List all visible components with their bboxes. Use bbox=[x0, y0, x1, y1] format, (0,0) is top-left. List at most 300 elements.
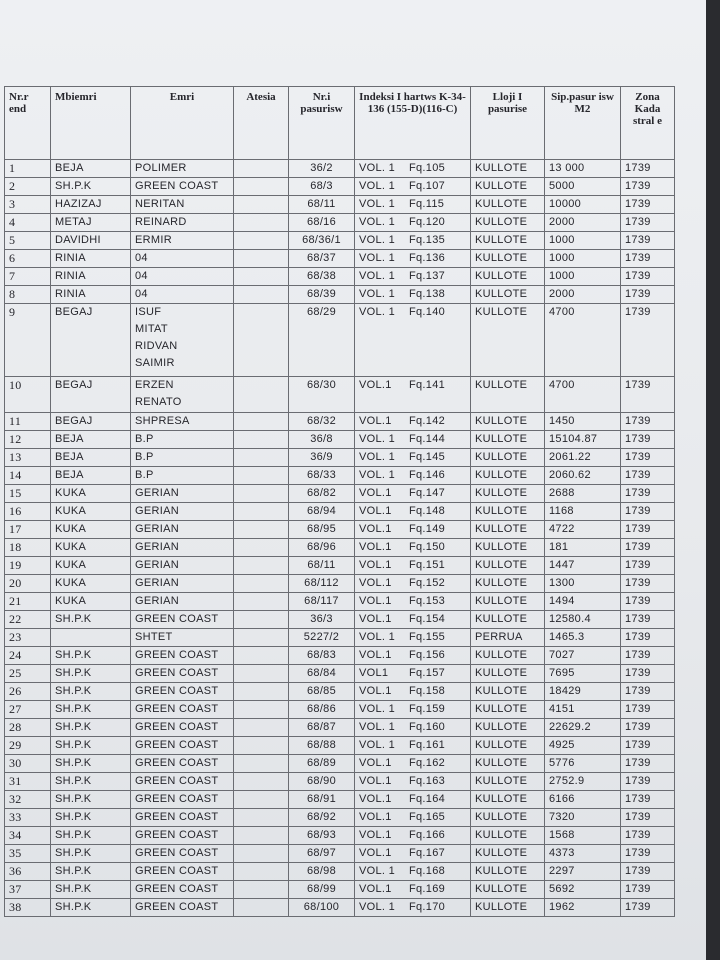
cell-zona: 1739 bbox=[621, 431, 675, 449]
cell-zona: 1739 bbox=[621, 755, 675, 773]
cell-nr: 28 bbox=[5, 719, 51, 737]
cell-sip: 181 bbox=[545, 539, 621, 557]
cell-pasuria: 68/84 bbox=[289, 665, 355, 683]
cell-sip: 18429 bbox=[545, 683, 621, 701]
cell-atesia bbox=[234, 827, 289, 845]
page-ref-text: Fq.136 bbox=[409, 252, 446, 264]
cell-zona: 1739 bbox=[621, 521, 675, 539]
cell-emri bbox=[131, 214, 234, 232]
cell-mbiemri: RINIA bbox=[51, 268, 131, 286]
cell-nr: 1 bbox=[5, 160, 51, 178]
cell-atesia bbox=[234, 304, 289, 377]
cell-emri bbox=[131, 881, 234, 899]
emri-line: ISUF bbox=[135, 306, 162, 318]
volume-text: VOL.1 bbox=[359, 505, 392, 517]
table-row bbox=[5, 683, 675, 701]
emri-line: GERIAN bbox=[135, 541, 179, 553]
table-row bbox=[5, 665, 675, 683]
volume-text: VOL. 1 bbox=[359, 901, 396, 913]
cell-sip: 1447 bbox=[545, 557, 621, 575]
cell-mbiemri: BEJA bbox=[51, 160, 131, 178]
cell-nr: 21 bbox=[5, 593, 51, 611]
page-ref-text: Fq.152 bbox=[409, 577, 446, 589]
cell-lloji: KULLOTE bbox=[471, 232, 545, 250]
cell-zona: 1739 bbox=[621, 629, 675, 647]
cell-atesia bbox=[234, 665, 289, 683]
volume-text: VOL. 1 bbox=[359, 865, 396, 877]
cell-indeksi bbox=[355, 232, 471, 250]
cell-atesia bbox=[234, 791, 289, 809]
table-row bbox=[5, 773, 675, 791]
cell-zona: 1739 bbox=[621, 413, 675, 431]
cell-sip: 1168 bbox=[545, 503, 621, 521]
page-ref-text: Fq.153 bbox=[409, 595, 446, 607]
cell-emri bbox=[131, 647, 234, 665]
cell-sip: 4373 bbox=[545, 845, 621, 863]
cell-mbiemri: SH.P.K bbox=[51, 899, 131, 917]
cell-atesia bbox=[234, 413, 289, 431]
cell-atesia bbox=[234, 881, 289, 899]
table-row bbox=[5, 629, 675, 647]
cell-mbiemri: SH.P.K bbox=[51, 863, 131, 881]
table-row bbox=[5, 737, 675, 755]
cell-mbiemri: SH.P.K bbox=[51, 611, 131, 629]
cell-atesia bbox=[234, 539, 289, 557]
cell-atesia bbox=[234, 755, 289, 773]
cell-pasuria: 68/117 bbox=[289, 593, 355, 611]
cell-atesia bbox=[234, 593, 289, 611]
cell-atesia bbox=[234, 250, 289, 268]
cell-pasuria: 68/99 bbox=[289, 881, 355, 899]
table-row bbox=[5, 232, 675, 250]
cell-nr: 18 bbox=[5, 539, 51, 557]
volume-text: VOL.1 bbox=[359, 847, 392, 859]
table-row bbox=[5, 178, 675, 196]
cell-lloji: KULLOTE bbox=[471, 178, 545, 196]
table-header-row bbox=[5, 87, 675, 160]
cell-atesia bbox=[234, 377, 289, 413]
cell-pasuria: 68/94 bbox=[289, 503, 355, 521]
cell-lloji: KULLOTE bbox=[471, 377, 545, 413]
emri-line: GERIAN bbox=[135, 505, 179, 517]
cell-lloji: KULLOTE bbox=[471, 503, 545, 521]
cell-pasuria: 68/30 bbox=[289, 377, 355, 413]
header-sip: Sip.pasur isw M2 bbox=[545, 87, 621, 160]
table-row bbox=[5, 377, 675, 413]
cell-mbiemri: KUKA bbox=[51, 539, 131, 557]
page-ref-text: Fq.144 bbox=[409, 433, 446, 445]
volume-text: VOL.1 bbox=[359, 613, 392, 625]
cell-mbiemri: METAJ bbox=[51, 214, 131, 232]
cell-lloji: KULLOTE bbox=[471, 557, 545, 575]
volume-text: VOL. 1 bbox=[359, 216, 396, 228]
cell-sip: 4925 bbox=[545, 737, 621, 755]
cell-atesia bbox=[234, 629, 289, 647]
cell-nr: 13 bbox=[5, 449, 51, 467]
cell-mbiemri bbox=[51, 629, 131, 647]
cell-atesia bbox=[234, 575, 289, 593]
table-row bbox=[5, 539, 675, 557]
cell-atesia bbox=[234, 611, 289, 629]
cell-emri bbox=[131, 268, 234, 286]
volume-text: VOL.1 bbox=[359, 559, 392, 571]
page-ref-text: Fq.149 bbox=[409, 523, 446, 535]
cell-emri bbox=[131, 232, 234, 250]
cell-zona: 1739 bbox=[621, 881, 675, 899]
cell-pasuria: 5227/2 bbox=[289, 629, 355, 647]
cell-zona: 1739 bbox=[621, 232, 675, 250]
cell-emri bbox=[131, 413, 234, 431]
cell-indeksi bbox=[355, 809, 471, 827]
cell-sip: 5000 bbox=[545, 178, 621, 196]
cell-sip: 2060.62 bbox=[545, 467, 621, 485]
table-row bbox=[5, 196, 675, 214]
cell-atesia bbox=[234, 683, 289, 701]
cell-emri bbox=[131, 593, 234, 611]
cell-mbiemri: KUKA bbox=[51, 503, 131, 521]
cell-sip: 4722 bbox=[545, 521, 621, 539]
cell-mbiemri: KUKA bbox=[51, 521, 131, 539]
cell-zona: 1739 bbox=[621, 268, 675, 286]
cell-mbiemri: RINIA bbox=[51, 286, 131, 304]
page-ref-text: Fq.138 bbox=[409, 288, 446, 300]
emri-line: GREEN COAST bbox=[135, 811, 219, 823]
cell-sip: 1568 bbox=[545, 827, 621, 845]
cell-lloji: KULLOTE bbox=[471, 881, 545, 899]
emri-line: GREEN COAST bbox=[135, 667, 219, 679]
cell-mbiemri: SH.P.K bbox=[51, 178, 131, 196]
emri-line: GREEN COAST bbox=[135, 757, 219, 769]
cell-sip: 22629.2 bbox=[545, 719, 621, 737]
cell-mbiemri: DAVIDHI bbox=[51, 232, 131, 250]
header-pasurise: Nr.i pasurisw bbox=[289, 87, 355, 160]
cell-pasuria: 68/11 bbox=[289, 557, 355, 575]
cell-lloji: KULLOTE bbox=[471, 665, 545, 683]
cell-mbiemri: SH.P.K bbox=[51, 683, 131, 701]
cell-nr: 35 bbox=[5, 845, 51, 863]
page-ref-text: Fq.158 bbox=[409, 685, 446, 697]
cell-nr: 16 bbox=[5, 503, 51, 521]
volume-text: VOL.1 bbox=[359, 379, 392, 391]
cell-atesia bbox=[234, 449, 289, 467]
cell-sip: 12580.4 bbox=[545, 611, 621, 629]
cell-mbiemri: BEJA bbox=[51, 431, 131, 449]
header-indeksi: Indeksi I hartws K-34-136 (155-D)(116-C) bbox=[355, 87, 471, 160]
cell-indeksi bbox=[355, 575, 471, 593]
cell-pasuria: 68/88 bbox=[289, 737, 355, 755]
cell-nr: 6 bbox=[5, 250, 51, 268]
cell-pasuria: 68/89 bbox=[289, 755, 355, 773]
cell-mbiemri: KUKA bbox=[51, 485, 131, 503]
page-ref-text: Fq.156 bbox=[409, 649, 446, 661]
cell-zona: 1739 bbox=[621, 791, 675, 809]
cell-lloji: KULLOTE bbox=[471, 683, 545, 701]
cell-sip: 1465.3 bbox=[545, 629, 621, 647]
cell-atesia bbox=[234, 268, 289, 286]
cell-sip: 6166 bbox=[545, 791, 621, 809]
cell-nr: 26 bbox=[5, 683, 51, 701]
cell-sip: 4151 bbox=[545, 701, 621, 719]
cell-sip: 5692 bbox=[545, 881, 621, 899]
volume-text: VOL. 1 bbox=[359, 703, 396, 715]
cell-pasuria: 68/97 bbox=[289, 845, 355, 863]
cell-indeksi bbox=[355, 737, 471, 755]
cell-indeksi bbox=[355, 845, 471, 863]
table-row bbox=[5, 791, 675, 809]
cell-sip: 2688 bbox=[545, 485, 621, 503]
page-ref-text: Fq.151 bbox=[409, 559, 446, 571]
cell-pasuria: 68/83 bbox=[289, 647, 355, 665]
cell-zona: 1739 bbox=[621, 899, 675, 917]
cell-lloji: KULLOTE bbox=[471, 845, 545, 863]
volume-text: VOL.1 bbox=[359, 775, 392, 787]
volume-text: VOL.1 bbox=[359, 523, 392, 535]
cell-indeksi bbox=[355, 539, 471, 557]
cell-sip: 4700 bbox=[545, 304, 621, 377]
cell-pasuria: 68/87 bbox=[289, 719, 355, 737]
header-atesia: Atesia bbox=[234, 87, 289, 160]
cell-pasuria: 68/96 bbox=[289, 539, 355, 557]
cell-pasuria: 68/36/1 bbox=[289, 232, 355, 250]
emri-line: GREEN COAST bbox=[135, 703, 219, 715]
cell-emri bbox=[131, 755, 234, 773]
cell-zona: 1739 bbox=[621, 827, 675, 845]
cell-zona: 1739 bbox=[621, 575, 675, 593]
cell-lloji: KULLOTE bbox=[471, 449, 545, 467]
cell-nr: 36 bbox=[5, 863, 51, 881]
header-lloji: Lloji I pasurise bbox=[471, 87, 545, 160]
cell-emri bbox=[131, 899, 234, 917]
cell-indeksi bbox=[355, 791, 471, 809]
page-ref-text: Fq.107 bbox=[409, 180, 446, 192]
table-row bbox=[5, 701, 675, 719]
cell-emri bbox=[131, 701, 234, 719]
table-row bbox=[5, 485, 675, 503]
cell-nr: 9 bbox=[5, 304, 51, 377]
table-row bbox=[5, 863, 675, 881]
table-row bbox=[5, 449, 675, 467]
cell-emri bbox=[131, 665, 234, 683]
page-ref-text: Fq.161 bbox=[409, 739, 446, 751]
volume-text: VOL.1 bbox=[359, 793, 392, 805]
cell-emri bbox=[131, 791, 234, 809]
cell-atesia bbox=[234, 899, 289, 917]
page-ref-text: Fq.140 bbox=[409, 306, 446, 318]
cell-pasuria: 68/3 bbox=[289, 178, 355, 196]
cell-lloji: KULLOTE bbox=[471, 809, 545, 827]
table-row bbox=[5, 845, 675, 863]
cell-indeksi bbox=[355, 503, 471, 521]
volume-text: VOL. 1 bbox=[359, 180, 396, 192]
cell-pasuria: 68/16 bbox=[289, 214, 355, 232]
cell-mbiemri: HAZIZAJ bbox=[51, 196, 131, 214]
cell-emri bbox=[131, 809, 234, 827]
cell-nr: 5 bbox=[5, 232, 51, 250]
cell-zona: 1739 bbox=[621, 196, 675, 214]
cell-pasuria: 68/82 bbox=[289, 485, 355, 503]
table-row bbox=[5, 503, 675, 521]
header-nr: Nr.r end bbox=[5, 87, 51, 160]
cell-indeksi bbox=[355, 431, 471, 449]
cell-nr: 38 bbox=[5, 899, 51, 917]
cell-lloji: KULLOTE bbox=[471, 214, 545, 232]
emri-line: 04 bbox=[135, 270, 148, 282]
cell-sip: 5776 bbox=[545, 755, 621, 773]
cell-zona: 1739 bbox=[621, 593, 675, 611]
volume-text: VOL. 1 bbox=[359, 252, 396, 264]
cell-emri bbox=[131, 449, 234, 467]
cell-nr: 8 bbox=[5, 286, 51, 304]
cell-emri bbox=[131, 683, 234, 701]
cell-indeksi bbox=[355, 863, 471, 881]
page-ref-text: Fq.164 bbox=[409, 793, 446, 805]
cell-lloji: KULLOTE bbox=[471, 773, 545, 791]
emri-line: GREEN COAST bbox=[135, 685, 219, 697]
cell-zona: 1739 bbox=[621, 214, 675, 232]
page-ref-text: Fq.162 bbox=[409, 757, 446, 769]
page-ref-text: Fq.115 bbox=[409, 198, 445, 210]
volume-text: VOL. 1 bbox=[359, 306, 396, 318]
cell-atesia bbox=[234, 485, 289, 503]
volume-text: VOL.1 bbox=[359, 649, 392, 661]
cell-mbiemri: SH.P.K bbox=[51, 773, 131, 791]
cell-sip: 13 000 bbox=[545, 160, 621, 178]
emri-line: SHTET bbox=[135, 631, 173, 643]
cell-indeksi bbox=[355, 683, 471, 701]
emri-line: RIDVAN bbox=[135, 340, 178, 352]
cell-indeksi bbox=[355, 449, 471, 467]
cell-sip: 15104.87 bbox=[545, 431, 621, 449]
cell-lloji: KULLOTE bbox=[471, 701, 545, 719]
cell-indeksi bbox=[355, 755, 471, 773]
cell-sip: 2061.22 bbox=[545, 449, 621, 467]
volume-text: VOL.1 bbox=[359, 685, 392, 697]
cell-lloji: KULLOTE bbox=[471, 485, 545, 503]
cell-pasuria: 68/93 bbox=[289, 827, 355, 845]
cell-sip: 2752.9 bbox=[545, 773, 621, 791]
emri-line: GERIAN bbox=[135, 559, 179, 571]
cell-sip: 1300 bbox=[545, 575, 621, 593]
cell-atesia bbox=[234, 286, 289, 304]
cell-lloji: KULLOTE bbox=[471, 304, 545, 377]
cell-sip: 1000 bbox=[545, 250, 621, 268]
cell-nr: 25 bbox=[5, 665, 51, 683]
cell-lloji: KULLOTE bbox=[471, 863, 545, 881]
page-ref-text: Fq.166 bbox=[409, 829, 446, 841]
cell-zona: 1739 bbox=[621, 809, 675, 827]
cell-emri bbox=[131, 196, 234, 214]
cell-lloji: KULLOTE bbox=[471, 899, 545, 917]
cell-emri bbox=[131, 250, 234, 268]
cell-nr: 34 bbox=[5, 827, 51, 845]
cell-emri bbox=[131, 773, 234, 791]
cell-zona: 1739 bbox=[621, 467, 675, 485]
volume-text: VOL.1 bbox=[359, 541, 392, 553]
table-row bbox=[5, 647, 675, 665]
cell-pasuria: 68/37 bbox=[289, 250, 355, 268]
volume-text: VOL1 bbox=[359, 667, 389, 679]
emri-line: RENATO bbox=[135, 396, 182, 408]
cell-lloji: KULLOTE bbox=[471, 160, 545, 178]
cell-nr: 3 bbox=[5, 196, 51, 214]
cell-mbiemri: BEGAJ bbox=[51, 413, 131, 431]
page-ref-text: Fq.150 bbox=[409, 541, 446, 553]
cell-sip: 1000 bbox=[545, 232, 621, 250]
page-ref-text: Fq.148 bbox=[409, 505, 446, 517]
cell-pasuria: 68/32 bbox=[289, 413, 355, 431]
cell-lloji: KULLOTE bbox=[471, 286, 545, 304]
volume-text: VOL. 1 bbox=[359, 469, 396, 481]
cell-pasuria: 68/91 bbox=[289, 791, 355, 809]
cell-nr: 17 bbox=[5, 521, 51, 539]
page-ref-text: Fq.160 bbox=[409, 721, 446, 733]
cell-mbiemri: SH.P.K bbox=[51, 827, 131, 845]
table-row bbox=[5, 160, 675, 178]
page-ref-text: Fq.163 bbox=[409, 775, 446, 787]
emri-line: REINARD bbox=[135, 216, 187, 228]
cell-pasuria: 68/85 bbox=[289, 683, 355, 701]
cell-lloji: KULLOTE bbox=[471, 611, 545, 629]
cell-atesia bbox=[234, 557, 289, 575]
scan-edge bbox=[706, 0, 720, 960]
cell-lloji: KULLOTE bbox=[471, 719, 545, 737]
table-row bbox=[5, 611, 675, 629]
cell-lloji: KULLOTE bbox=[471, 467, 545, 485]
cell-indeksi bbox=[355, 250, 471, 268]
cell-mbiemri: SH.P.K bbox=[51, 665, 131, 683]
emri-line: B.P bbox=[135, 469, 154, 481]
cell-emri bbox=[131, 557, 234, 575]
header-zona: Zona Kada stral e bbox=[621, 87, 675, 160]
cell-emri bbox=[131, 377, 234, 413]
volume-text: VOL. 1 bbox=[359, 721, 396, 733]
cell-sip: 7027 bbox=[545, 647, 621, 665]
cell-pasuria: 36/3 bbox=[289, 611, 355, 629]
cell-sip: 7320 bbox=[545, 809, 621, 827]
cell-indeksi bbox=[355, 899, 471, 917]
volume-text: VOL.1 bbox=[359, 577, 392, 589]
emri-line: ERZEN bbox=[135, 379, 174, 391]
cell-pasuria: 68/38 bbox=[289, 268, 355, 286]
page-ref-text: Fq.141 bbox=[409, 379, 446, 391]
cell-emri bbox=[131, 575, 234, 593]
emri-line: 04 bbox=[135, 252, 148, 264]
emri-line: GREEN COAST bbox=[135, 649, 219, 661]
volume-text: VOL. 1 bbox=[359, 631, 396, 643]
cell-mbiemri: KUKA bbox=[51, 557, 131, 575]
cell-nr: 11 bbox=[5, 413, 51, 431]
cell-indeksi bbox=[355, 196, 471, 214]
volume-text: VOL. 1 bbox=[359, 739, 396, 751]
cell-nr: 37 bbox=[5, 881, 51, 899]
cell-mbiemri: SH.P.K bbox=[51, 719, 131, 737]
cell-atesia bbox=[234, 863, 289, 881]
table-row bbox=[5, 899, 675, 917]
table-row bbox=[5, 304, 675, 377]
cell-zona: 1739 bbox=[621, 719, 675, 737]
cell-nr: 31 bbox=[5, 773, 51, 791]
cell-emri bbox=[131, 719, 234, 737]
cell-atesia bbox=[234, 521, 289, 539]
cell-lloji: KULLOTE bbox=[471, 539, 545, 557]
cell-lloji: KULLOTE bbox=[471, 647, 545, 665]
emri-line: GREEN COAST bbox=[135, 865, 219, 877]
page-ref-text: Fq.165 bbox=[409, 811, 446, 823]
volume-text: VOL. 1 bbox=[359, 433, 396, 445]
emri-line: GREEN COAST bbox=[135, 793, 219, 805]
cell-atesia bbox=[234, 737, 289, 755]
cell-zona: 1739 bbox=[621, 178, 675, 196]
